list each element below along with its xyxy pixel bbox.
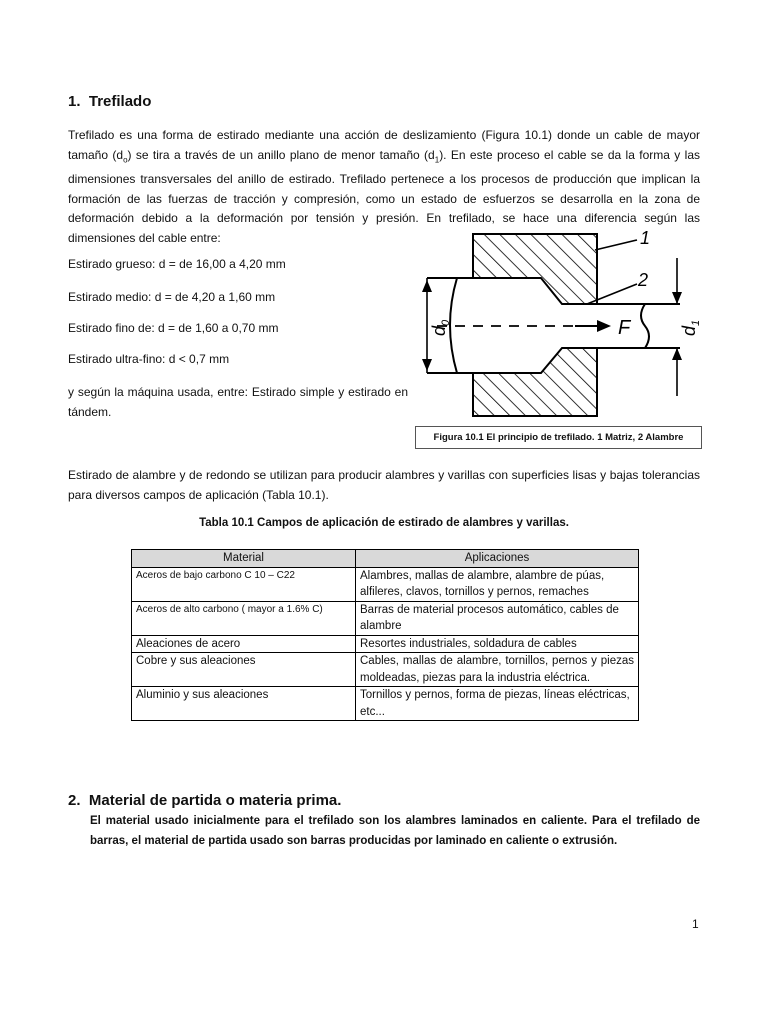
table-row xyxy=(132,635,639,653)
section-2-heading xyxy=(68,792,341,809)
table-header-material: Material xyxy=(132,550,356,568)
figure-label-d0: d xyxy=(429,325,449,336)
table-cell-material: Aluminio y sus aleaciones xyxy=(132,687,356,721)
table-cell-aplicaciones: Tornillos y pernos, forma de piezas, líneas eléctricas, etc... xyxy=(356,687,639,721)
table-header-row xyxy=(132,550,639,568)
table-cell-aplicaciones: Cables, mallas de alambre, tornillos, pernos y piezas moldeadas, piezas para la industria eléctrica. xyxy=(356,653,639,687)
figure-caption: Figura 10.1 El principio de trefilado. 1 Matriz, 2 Alambre xyxy=(415,426,702,449)
figure-label-d1-sub: 1 xyxy=(690,319,702,326)
figure-label-d1: d xyxy=(679,325,699,336)
section-2-number: 2. xyxy=(68,792,81,809)
table-row xyxy=(132,653,639,687)
page-number: 1 xyxy=(692,917,699,931)
section-1-title: Trefilado xyxy=(88,93,152,110)
die-upper-half xyxy=(473,234,597,304)
table-row xyxy=(132,601,639,635)
figure-label-1: 1 xyxy=(640,228,651,248)
figure-label-force: F xyxy=(618,317,631,339)
table-cell-aplicaciones: Alambres, mallas de alambre, alambre de púas, alfileres, clavos, tornillos y pernos, remaches xyxy=(356,567,639,601)
table-row xyxy=(132,567,639,601)
range-line-grueso: Estirado grueso: d = de 16,00 a 4,20 mm xyxy=(68,257,286,271)
applications-table xyxy=(131,549,639,721)
table-cell-aplicaciones: Resortes industriales, soldadura de cables xyxy=(356,635,639,653)
table-header-aplicaciones: Aplicaciones xyxy=(356,550,639,568)
section-2-title: Material de partida o materia prima. xyxy=(88,792,342,809)
figure-label-2: 2 xyxy=(638,270,649,290)
table-title: Tabla 10.1 Campos de aplicación de estirado de alambres y varillas. xyxy=(199,517,569,529)
intro-paragraph: Trefilado es una forma de estirado mediante una acción de deslizamiento (Figura 10.1) donde un cable de mayor tamaño $(d_o)$ se tira a través de un anillo plano de menor tamaño $(d_1)$. En este proceso el cable se da la forma y las dimensiones transversales del anillo de estirado. Trefilado pertenece a los procesos de producción que implican la formación de las fuerzas de tracción y compresión, como un estado de esfuerzos se desarrolla en la zona de deformación debido a la deformación por tensión y presión. En trefilado, se hace una diferencia según las dimensiones del cable entre: xyxy=(68,128,700,245)
machine-text: y según la máquina usada, entre: Estirado simple y estirado en tándem. xyxy=(68,385,408,419)
table-cell-material: Aceros de alto carbono ( mayor a 1.6% C) xyxy=(132,601,356,635)
range-line-medio: Estirado medio: d = de 4,20 a 1,60 mm xyxy=(68,290,276,304)
table-cell-material: Aceros de bajo carbono C 10 – C22 xyxy=(132,567,356,601)
applications-paragraph: Estirado de alambre y de redondo se utilizan para producir alambres y varillas con superficies lisas y bajas tolerancias para diversos campos de aplicación (Tabla 10.1). xyxy=(68,468,700,502)
range-line-ultrafino: Estirado ultra-fino: d < 0,7 mm xyxy=(68,352,230,366)
table-cell-material: Cobre y sus aleaciones xyxy=(132,653,356,687)
figure-label-d0-sub: 0 xyxy=(440,319,452,326)
svg-text:d0 xyxy=(429,319,452,336)
die-lower-half xyxy=(473,348,597,416)
drawing-die-figure xyxy=(415,228,705,423)
range-line-fino: Estirado fino de: d = de 1,60 a 0,70 mm xyxy=(68,321,279,335)
section-1-number: 1. xyxy=(68,93,81,110)
section-1-heading xyxy=(68,93,151,110)
section-2-paragraph: El material usado inicialmente para el trefilado son los alambres laminados en caliente. Para el trefilado de barras, el material de partida usado son barras producidas por laminado en caliente o extrusión. xyxy=(90,815,700,847)
table-cell-material: Aleaciones de acero xyxy=(132,635,356,653)
table-cell-aplicaciones: Barras de material procesos automático, cables de alambre xyxy=(356,601,639,635)
svg-text:d1 xyxy=(679,320,702,336)
table-row xyxy=(132,687,639,721)
